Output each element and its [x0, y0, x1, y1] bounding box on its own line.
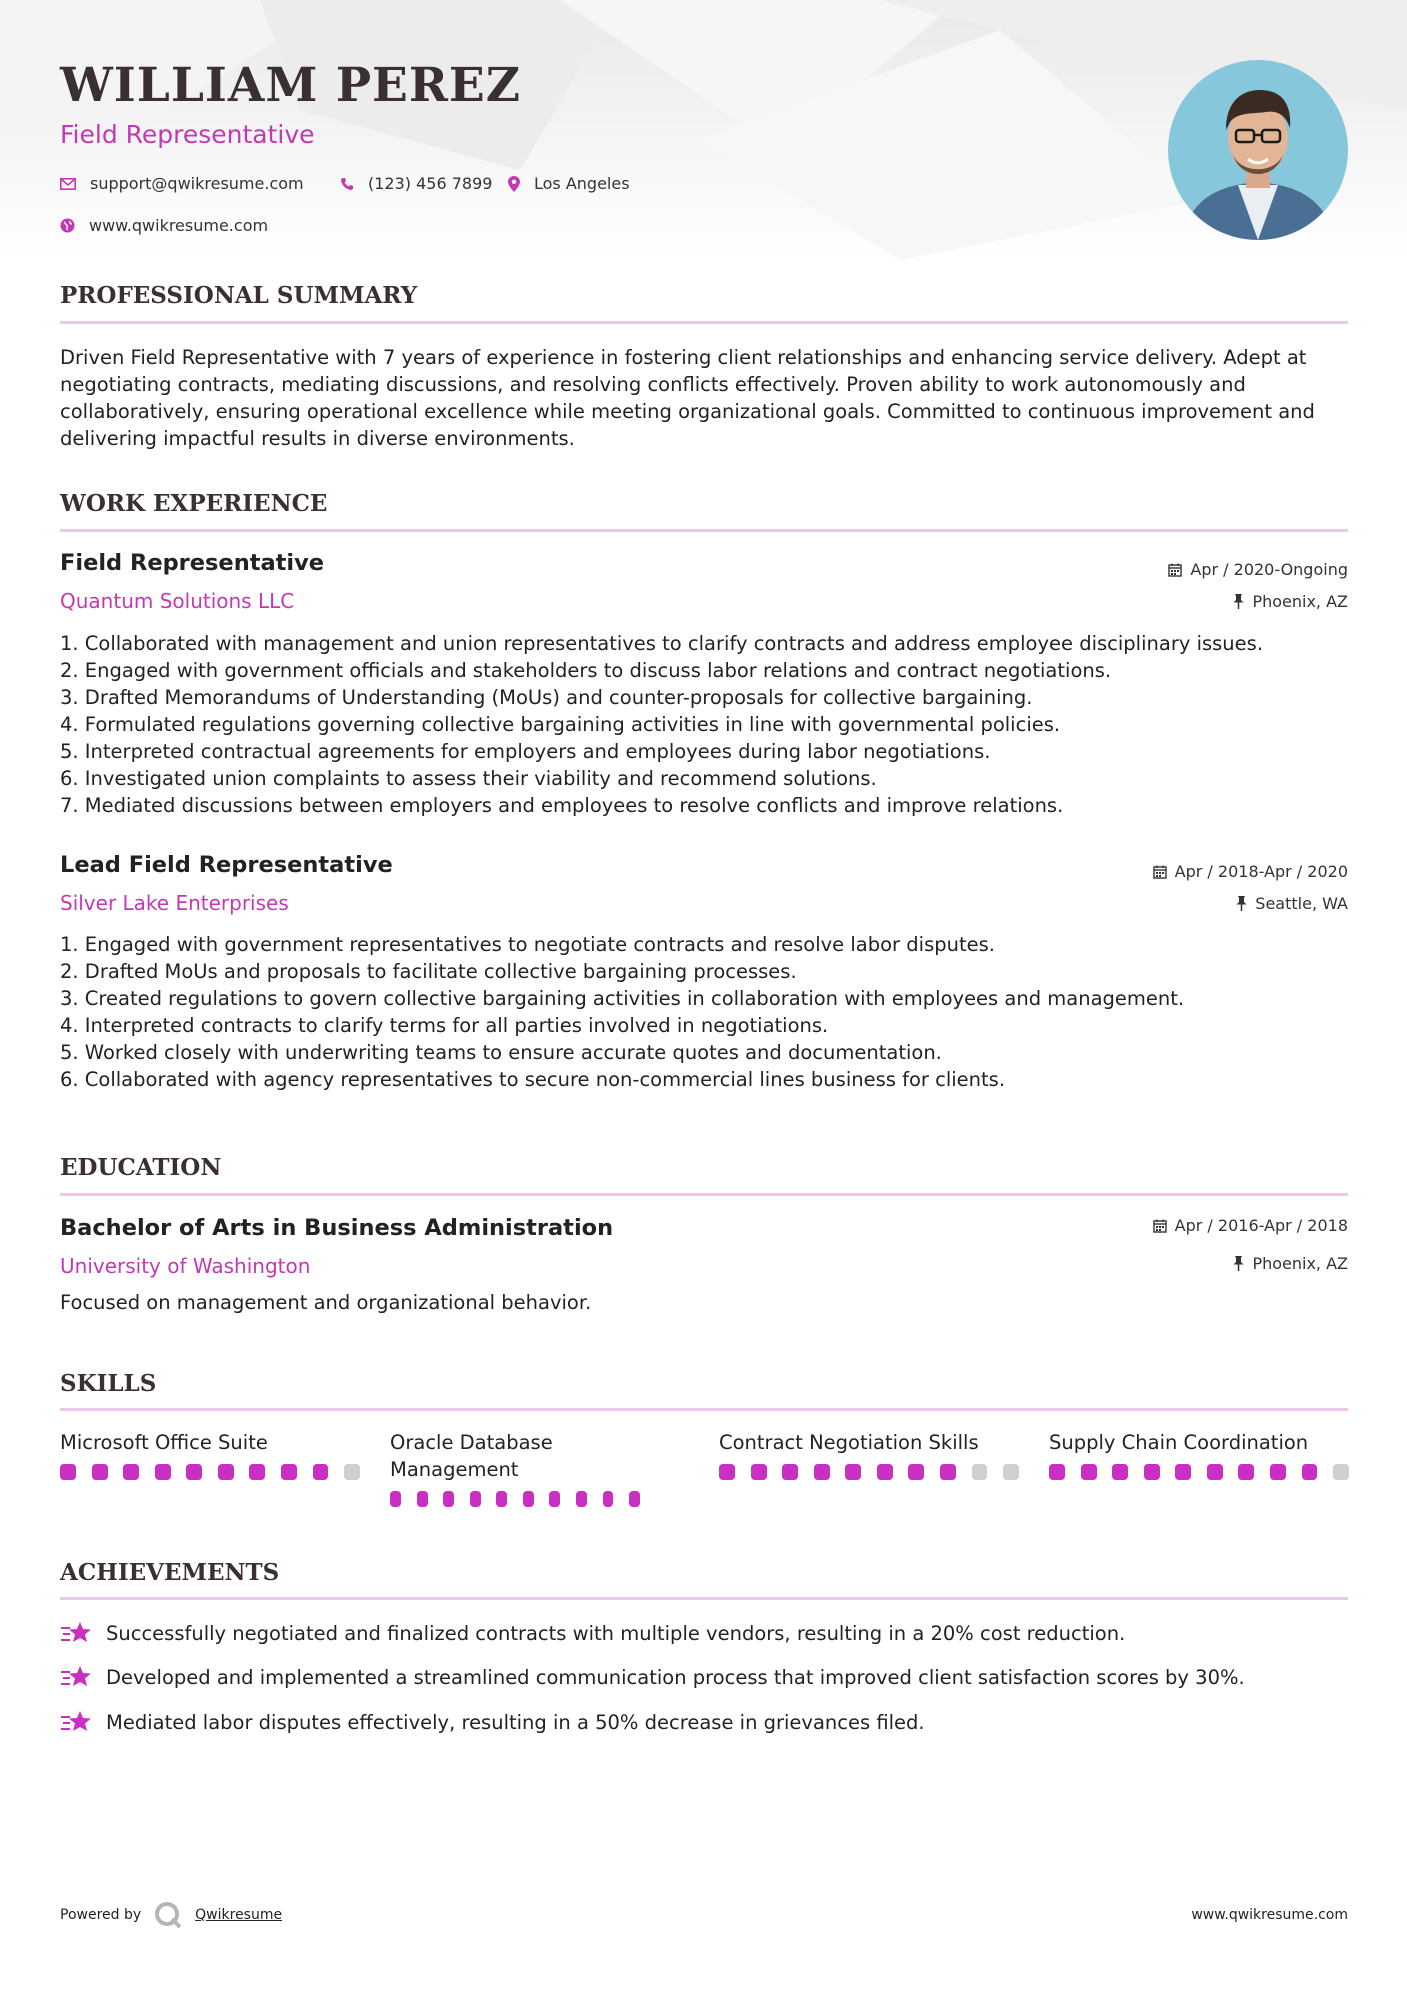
skill-item — [719, 1429, 1019, 1480]
skill-rating — [390, 1491, 640, 1507]
skill-dot-filled — [719, 1464, 735, 1480]
skill-dot-filled — [123, 1464, 139, 1480]
map-pin-icon — [508, 176, 520, 192]
website-text: www.qwikresume.com — [89, 216, 269, 235]
list-item: 1. Collaborated with management and union representatives to clarify contracts and address employee disciplinary issues. — [60, 632, 1264, 655]
contact-website[interactable] — [60, 216, 268, 235]
profile-photo — [1168, 60, 1348, 240]
skill-name: Contract Negotiation Skills — [719, 1431, 979, 1454]
job-2-title: Lead Field Representative — [60, 852, 393, 878]
education-date — [1153, 1216, 1348, 1235]
skill-rating — [1049, 1464, 1349, 1480]
contact-phone[interactable] — [340, 174, 492, 193]
list-item: 2. Drafted MoUs and proposals to facilitate collective bargaining processes. — [60, 960, 797, 983]
skill-dot-filled — [814, 1464, 830, 1480]
list-item: 6. Collaborated with agency representatives to secure non-commercial lines business for clients. — [60, 1068, 1006, 1091]
email-text: support@qwikresume.com — [90, 174, 304, 193]
globe-icon — [60, 218, 75, 233]
summary-divider — [60, 321, 1348, 324]
skill-dot-filled — [603, 1491, 614, 1507]
skill-dot-filled — [186, 1464, 202, 1480]
achievements-heading: ACHIEVEMENTS — [60, 1559, 280, 1586]
job-2-location-text: Seattle, WA — [1255, 894, 1348, 913]
skill-name: Microsoft Office Suite — [60, 1431, 268, 1454]
skill-dot-filled — [390, 1491, 401, 1507]
skill-dot-filled — [751, 1464, 767, 1480]
skill-dot-filled — [1081, 1464, 1097, 1480]
skill-dot-empty — [972, 1464, 988, 1480]
skill-dot-filled — [249, 1464, 265, 1480]
contact-email[interactable] — [60, 174, 304, 193]
skill-dot-filled — [1144, 1464, 1160, 1480]
pushpin-icon — [1233, 594, 1244, 609]
skills-divider — [60, 1408, 1348, 1411]
skill-dot-filled — [313, 1464, 329, 1480]
star-icon — [60, 1620, 92, 1646]
job-1-date — [1168, 560, 1348, 579]
education-heading: EDUCATION — [60, 1154, 222, 1181]
skill-dot-filled — [845, 1464, 861, 1480]
skill-dot-filled — [155, 1464, 171, 1480]
job-2-company: Silver Lake Enterprises — [60, 891, 289, 915]
skill-item — [1049, 1429, 1349, 1480]
degree-title: Bachelor of Arts in Business Administration — [60, 1215, 614, 1241]
skill-dot-filled — [1175, 1464, 1191, 1480]
education-location-text: Phoenix, AZ — [1252, 1254, 1348, 1273]
skill-name: Supply Chain Coordination — [1049, 1431, 1309, 1454]
skill-item — [390, 1429, 640, 1507]
job-2-date — [1153, 862, 1348, 881]
skill-dot-empty — [1333, 1464, 1349, 1480]
brand-link[interactable]: Qwikresume — [195, 1907, 283, 1923]
skill-dot-filled — [576, 1491, 587, 1507]
list-item: 6. Investigated union complaints to assess their viability and recommend solutions. — [60, 767, 877, 790]
job-2-duties — [60, 931, 1360, 1093]
job-1-duties — [60, 630, 1360, 819]
education-description: Focused on management and organizational behavior. — [60, 1291, 592, 1314]
skill-dot-filled — [1270, 1464, 1286, 1480]
education-date-text: Apr / 2016-Apr / 2018 — [1174, 1216, 1348, 1235]
experience-heading: WORK EXPERIENCE — [60, 490, 328, 517]
skill-dot-filled — [940, 1464, 956, 1480]
experience-divider — [60, 529, 1348, 532]
skill-dot-filled — [877, 1464, 893, 1480]
job-1-title: Field Representative — [60, 550, 325, 576]
list-item: 5. Worked closely with underwriting teams to ensure accurate quotes and documentation. — [60, 1041, 942, 1064]
skill-dot-filled — [218, 1464, 234, 1480]
achievements-divider — [60, 1597, 1348, 1600]
contact-location — [508, 174, 630, 193]
skill-rating — [719, 1464, 1019, 1480]
skill-name: Oracle Database Management — [390, 1431, 553, 1481]
skill-dot-filled — [417, 1491, 428, 1507]
qwikresume-logo-icon — [153, 1900, 183, 1930]
achievement-text: Successfully negotiated and finalized contracts with multiple vendors, resulting in a 20% cost reduction. — [106, 1621, 1126, 1645]
skill-item — [60, 1429, 360, 1480]
achievement-item — [60, 1664, 1245, 1690]
skill-dot-filled — [281, 1464, 297, 1480]
calendar-icon — [1153, 1219, 1167, 1233]
phone-icon — [340, 177, 354, 191]
list-item: 3. Created regulations to govern collective bargaining activities in collaboration with employees and management. — [60, 987, 1185, 1010]
list-item: 5. Interpreted contractual agreements for employers and employees during labor negotiations. — [60, 740, 991, 763]
school-name: University of Washington — [60, 1254, 311, 1278]
achievement-item — [60, 1709, 925, 1735]
pushpin-icon — [1233, 1256, 1244, 1271]
skill-dot-filled — [908, 1464, 924, 1480]
job-1-company: Quantum Solutions LLC — [60, 589, 295, 613]
job-1-date-text: Apr / 2020-Ongoing — [1190, 560, 1348, 579]
summary-text: Driven Field Representative with 7 years of experience in fostering client relationships and enhancing service delivery. Adept at negotiating contracts, mediating discussions, and resolving conflicts effectively. Proven ability to work autonomously and collaboratively, ensuring operational excellence while meeting organizational goals. Committed to continuous improvement and delivering impactful results in diverse environments. — [60, 346, 1315, 450]
list-item: 3. Drafted Memorandums of Understanding (MoUs) and counter-proposals for collective bargaining. — [60, 686, 1033, 709]
skill-dot-filled — [1049, 1464, 1065, 1480]
job-2-location — [1236, 894, 1348, 913]
skill-dot-filled — [782, 1464, 798, 1480]
star-icon — [60, 1664, 92, 1690]
education-location — [1233, 1254, 1348, 1273]
skill-dot-filled — [1302, 1464, 1318, 1480]
list-item: 4. Interpreted contracts to clarify terms for all parties involved in negotiations. — [60, 1014, 829, 1037]
star-icon — [60, 1709, 92, 1735]
achievement-item — [60, 1620, 1125, 1646]
skill-dot-empty — [1003, 1464, 1019, 1480]
powered-by-label: Powered by — [60, 1907, 142, 1923]
summary-heading: PROFESSIONAL SUMMARY — [60, 282, 418, 309]
skill-dot-filled — [470, 1491, 481, 1507]
location-text: Los Angeles — [534, 174, 630, 193]
job-1-location-text: Phoenix, AZ — [1252, 592, 1348, 611]
skill-dot-filled — [1112, 1464, 1128, 1480]
job-1-location — [1233, 592, 1348, 611]
list-item: 2. Engaged with government officials and stakeholders to discuss labor relations and contract negotiations. — [60, 659, 1112, 682]
list-item: 1. Engaged with government representatives to negotiate contracts and resolve labor disputes. — [60, 933, 995, 956]
skills-heading: SKILLS — [60, 1370, 157, 1397]
skill-dot-filled — [60, 1464, 76, 1480]
skill-dot-filled — [1207, 1464, 1223, 1480]
envelope-icon — [60, 178, 76, 190]
education-divider — [60, 1193, 1348, 1196]
skill-dot-filled — [523, 1491, 534, 1507]
phone-text: (123) 456 7899 — [368, 174, 493, 193]
achievement-text: Developed and implemented a streamlined communication process that improved client satisfaction scores by 30%. — [106, 1665, 1245, 1689]
candidate-name: WILLIAM PEREZ — [60, 58, 522, 113]
job-2-date-text: Apr / 2018-Apr / 2020 — [1174, 862, 1348, 881]
footer-url[interactable]: www.qwikresume.com — [1191, 1907, 1348, 1923]
list-item: 7. Mediated discussions between employers and employees to resolve conflicts and improve relations. — [60, 794, 1064, 817]
job-title: Field Representative — [60, 120, 315, 149]
skill-dot-filled — [1238, 1464, 1254, 1480]
pushpin-icon — [1236, 896, 1247, 911]
skill-dot-filled — [629, 1491, 640, 1507]
skill-dot-empty — [344, 1464, 360, 1480]
skill-dot-filled — [549, 1491, 560, 1507]
calendar-icon — [1153, 865, 1167, 879]
skill-dot-filled — [92, 1464, 108, 1480]
skill-dot-filled — [496, 1491, 507, 1507]
achievement-text: Mediated labor disputes effectively, resulting in a 50% decrease in grievances filed. — [106, 1710, 925, 1734]
footer-powered-by — [60, 1900, 282, 1930]
calendar-icon — [1168, 563, 1182, 577]
list-item: 4. Formulated regulations governing collective bargaining activities in line with governmental policies. — [60, 713, 1061, 736]
skill-rating — [60, 1464, 360, 1480]
skill-dot-filled — [443, 1491, 454, 1507]
